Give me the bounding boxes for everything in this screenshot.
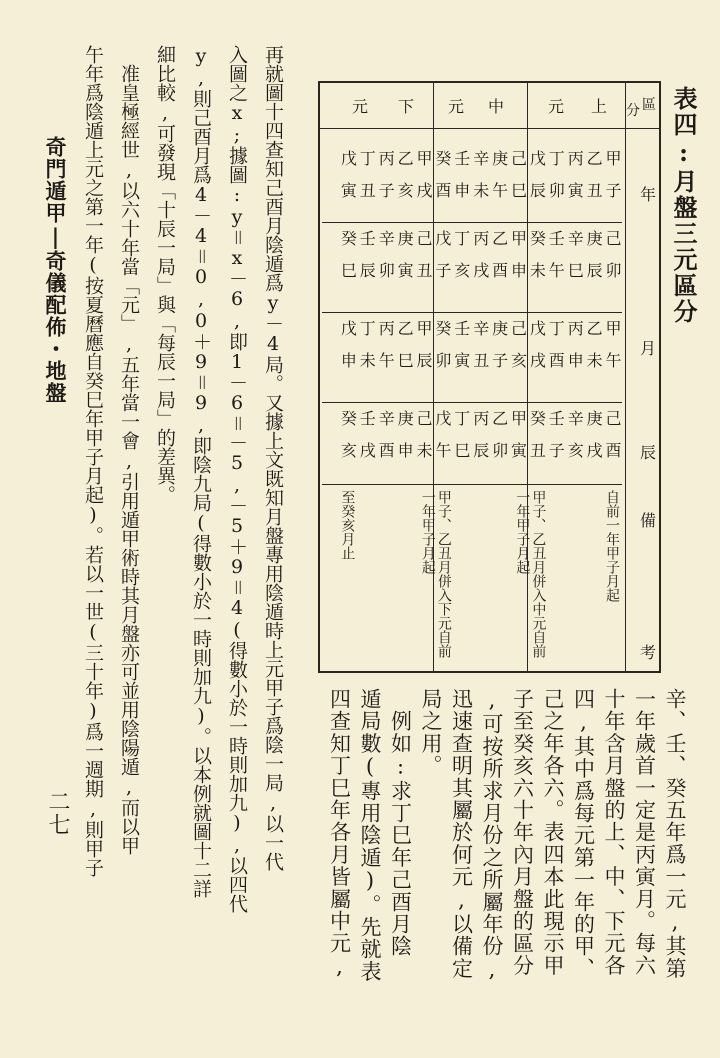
remark-note: 甲子、乙丑月併入下元自前一年甲子月起 [419, 490, 452, 658]
header-fen: 分 [626, 103, 640, 119]
header-yuan-char: 元 [352, 97, 369, 116]
paragraph-line: 辛、壬、癸五年爲一元,其第 [663, 688, 687, 980]
ganzhi-cell: 戊寅 [338, 150, 358, 214]
ganzhi-cell: 壬辰 [357, 230, 377, 294]
ganzhi-cell: 己巳 [508, 150, 528, 214]
paragraph-line: 一年歲首一定是丙寅月。每六 [632, 688, 657, 977]
ganzhi-cell: 癸巳 [338, 230, 358, 294]
row-divider [322, 312, 622, 313]
header-bei: 備 [640, 511, 657, 530]
ganzhi-cell: 丁未 [357, 320, 377, 384]
paragraph-line: 午年爲陰遁上元之第一年(按夏曆應自癸巳年甲子月起)。若以一世(三十年)爲一週期,則甲子 [82, 45, 104, 877]
ganzhi-cell: 己未 [414, 410, 433, 474]
paragraph-line: ,可按所求月份之所屬年份, [480, 688, 504, 983]
ganzhi-cell: 辛未 [470, 150, 490, 214]
header-yue: 月 [640, 339, 657, 358]
header-chen: 辰 [640, 443, 657, 462]
ganzhi-cell: 甲戌 [414, 150, 433, 214]
paragraph-line: 局之用。 [419, 688, 443, 777]
ganzhi-cell: 辛卯 [376, 230, 396, 294]
ganzhi-cell: 壬午 [546, 230, 566, 294]
header-nian: 年 [640, 185, 657, 204]
ganzhi-cell: 庚午 [489, 150, 509, 214]
ganzhi-cell: 壬寅 [451, 320, 471, 384]
ganzhi-cell: 癸丑 [527, 410, 547, 474]
ganzhi-cell: 乙亥 [395, 150, 415, 214]
ganzhi-cell: 癸酉 [432, 150, 452, 214]
ganzhi-cell: 乙酉 [489, 230, 509, 294]
row-divider [322, 402, 622, 403]
ganzhi-cell: 庚戌 [584, 410, 604, 474]
header-qu: 區 [642, 97, 656, 113]
ganzhi-cell: 辛亥 [565, 410, 585, 474]
ganzhi-cell: 丙寅 [565, 150, 585, 214]
ganzhi-cell: 癸卯 [432, 320, 452, 384]
ganzhi-cell: 庚申 [395, 410, 415, 474]
paragraph-line: 細比較,可發現「十辰一局」與「每辰一局」的差異。 [154, 45, 176, 504]
remark-note: 至癸亥月止 [339, 490, 356, 560]
paragraph-line: 己之年各六。表四本此現示甲 [541, 688, 565, 977]
ganzhi-cell: 丙戌 [470, 230, 490, 294]
ganzhi-cell: 甲午 [603, 320, 622, 384]
remark-note: 甲子、乙丑月併入中元自前一年甲子月起 [514, 490, 547, 658]
ganzhi-cell: 癸亥 [338, 410, 358, 474]
ganzhi-cell: 戊辰 [527, 150, 547, 214]
running-footer: 奇門遁甲|奇儀配佈・地盤 [43, 136, 68, 404]
ganzhi-cell: 乙卯 [489, 410, 509, 474]
ganzhi-cell: 丁亥 [451, 230, 471, 294]
paragraph-line: y,則己酉月爲4－4＝0,0＋9＝9,即陰九局(得數小於一時則加九)。以本例就圖十二詳 [190, 45, 212, 898]
ganzhi-cell: 己亥 [508, 320, 528, 384]
row-divider [322, 484, 622, 485]
header-column-divider [625, 83, 626, 671]
ganzhi-cell: 丁巳 [451, 410, 471, 474]
remark-note: 自前一年甲子月起 [604, 490, 620, 602]
paragraph-line: 四查知丁巳年各月皆屬中元, [327, 688, 352, 980]
ganzhi-cell: 戊午 [432, 410, 452, 474]
paragraph-line: 四,其中爲每元第一年的甲、 [571, 688, 596, 980]
ganzhi-cell: 乙巳 [395, 320, 415, 384]
header-yuan-char: 元 [448, 97, 465, 116]
ganzhi-cell: 戊戌 [527, 320, 547, 384]
ganzhi-cell: 庚子 [489, 320, 509, 384]
ganzhi-cell: 丁丑 [357, 150, 377, 214]
header-lower-char: 下 [398, 97, 415, 116]
ganzhi-cell: 丁卯 [546, 150, 566, 214]
paragraph-line: 子至癸亥六十年內月盤的區分 [510, 688, 535, 977]
row-divider [322, 222, 622, 223]
ganzhi-cell: 丁酉 [546, 320, 566, 384]
paragraph-line: 准皇極經世,以六十年當「元」,五年當一會,引用遁甲術時其月盤亦可並用陰陽遁,而以甲 [118, 45, 140, 855]
ganzhi-cell: 辛巳 [565, 230, 585, 294]
paragraph-line: 例如:求丁巳年己酉月陰 [388, 688, 413, 958]
paragraph-line: 入圖之x;據圖:y＝x－6,即1－6＝－5,－5＋9＝4(得數小於一時則加九),以四代 [226, 45, 248, 913]
ganzhi-cell: 己酉 [603, 410, 622, 474]
ganzhi-cell: 辛丑 [470, 320, 490, 384]
ganzhi-cell: 壬戌 [357, 410, 377, 474]
ganzhi-cell: 丙辰 [470, 410, 490, 474]
table-title: 表四:月盤三元區分 [669, 86, 698, 325]
ganzhi-cell: 丙申 [565, 320, 585, 384]
ganzhi-cell: 己丑 [414, 230, 433, 294]
header-divider [320, 128, 659, 129]
ganzhi-cell: 丙子 [376, 150, 396, 214]
header-yuan-char: 元 [548, 97, 565, 116]
ganzhi-cell: 己卯 [603, 230, 622, 294]
ganzhi-cell: 庚寅 [395, 230, 415, 294]
ganzhi-cell: 丙午 [376, 320, 396, 384]
paragraph-line: 迅速查明其屬於何元,以備定 [449, 688, 474, 980]
ganzhi-cell: 庚辰 [584, 230, 604, 294]
ganzhi-cell: 戊子 [432, 230, 452, 294]
paragraph-line: 遁局數(專用陰遁)。先就表 [358, 688, 382, 983]
header-upper-char: 上 [591, 97, 608, 116]
header-kao: 考 [640, 643, 657, 662]
ganzhi-cell: 甲辰 [414, 320, 433, 384]
ganzhi-cell: 甲子 [603, 150, 622, 214]
header-middle-char: 中 [488, 97, 505, 116]
ganzhi-cell: 甲申 [508, 230, 528, 294]
ganzhi-cell: 辛酉 [376, 410, 396, 474]
ganzhi-cell: 壬子 [546, 410, 566, 474]
page-number: 二七 [45, 790, 70, 836]
ganzhi-cell: 乙未 [584, 320, 604, 384]
ganzhi-cell: 甲寅 [508, 410, 528, 474]
paragraph-line: 十年含月盤的上、中、下元各 [602, 688, 626, 977]
paragraph-line: 再就圖十四查知己酉月陰遁爲y－4局。又據上文既知月盤專用陰遁時上元甲子爲陰一局,以一代 [262, 45, 284, 871]
ganzhi-cell: 壬申 [451, 150, 471, 214]
ganzhi-cell: 乙丑 [584, 150, 604, 214]
ganzhi-cell: 癸未 [527, 230, 547, 294]
ganzhi-cell: 戊申 [338, 320, 358, 384]
